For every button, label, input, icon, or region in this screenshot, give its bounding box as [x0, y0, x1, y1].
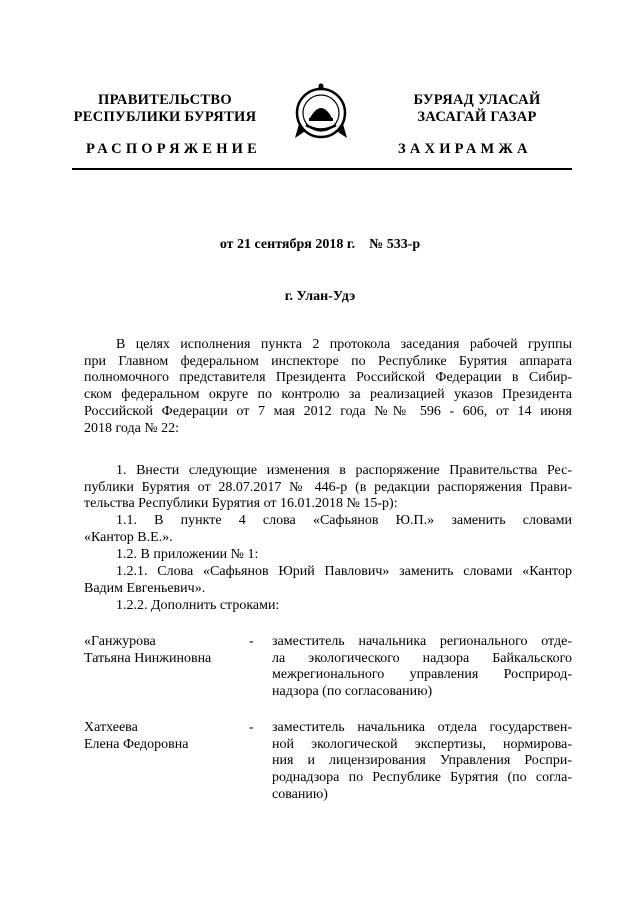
item-1-2-2: [84, 598, 572, 615]
item-1-1-line: «Кантор В.Е.».: [84, 529, 173, 545]
intro-line: ском федеральном округе по контролю за реализацией указов Президента: [84, 387, 572, 403]
entry-description: [272, 634, 572, 701]
entry-desc-line: заместитель начальника регионального отде-: [272, 634, 572, 649]
entry-desc-line: сованию): [272, 786, 328, 802]
issuer-bua: [372, 92, 582, 126]
city: г. Улан-Удэ: [284, 289, 356, 304]
item-1-line: тельства Республики Бурятия от 16.01.2018 № 15-р):: [84, 496, 398, 512]
item-1-2-1: [84, 564, 572, 597]
item-1: [84, 463, 572, 513]
entry-desc-line: ния и лицензирования Управления Роспри-: [272, 753, 572, 769]
item-1-line: 1. Внести следующие изменения в распоряжение Правительства Рес-: [116, 463, 572, 478]
entry-desc-line: ла экологического надзора Байкальского: [272, 650, 572, 666]
issuer-bua-line1: БУРЯАД УЛАСАЙ: [413, 92, 541, 108]
item-1-2-1-line: Вадим Евгеньевич».: [84, 580, 206, 596]
doc-type-bua: ЗАХИРАМЖА: [398, 141, 532, 157]
entry-desc-line: межрегионального управления Росприрод-: [272, 667, 572, 683]
intro-line: В целях исполнения пункта 2 протокола заседания рабочей группы: [116, 337, 572, 352]
intro-paragraph: [84, 337, 572, 437]
intro-line: полномочного представителя Президента Российской Федерации в Сибир-: [84, 370, 572, 386]
issuer-ru-line2: РЕСПУБЛИКИ БУРЯТИЯ: [73, 109, 257, 125]
item-1-line: публики Бурятия от 28.07.2017 № 446-р (в редакции распоряжения Прави-: [84, 479, 572, 495]
entry-dash: -: [249, 634, 254, 649]
entry-desc-line: роднадзора по Республике Бурятия (по согла-: [272, 770, 572, 786]
header-divider: [72, 168, 572, 170]
item-1-1: [84, 513, 572, 546]
entry-surname: Хатхеева: [84, 720, 138, 735]
item-1-1-line: 1.1. В пункте 4 слова «Сафьянов Ю.П.» заменить словами: [116, 513, 572, 528]
entry-desc-line: надзора (по согласованию): [272, 684, 433, 700]
issuer-ru: [60, 92, 270, 126]
entry-name: [84, 720, 244, 753]
intro-line: при Главном федеральном инспекторе по Республике Бурятия аппарата: [84, 353, 572, 369]
date-number: от 21 сентября 2018 г. № 533-р: [219, 237, 421, 252]
entry-given-names: Елена Федоровна: [84, 736, 189, 752]
entry-surname: «Ганжурова: [84, 634, 156, 649]
entry-given-names: Татьяна Нинжиновна: [84, 650, 212, 666]
doc-type-ru: РАСПОРЯЖЕНИЕ: [86, 141, 262, 157]
item-1-2-2-line: 1.2.2. Дополнить строками:: [116, 598, 280, 613]
issuer-ru-line1: ПРАВИТЕЛЬСТВО: [98, 92, 232, 108]
item-1-2-1-line: 1.2.1. Слова «Сафьянов Юрий Павлович» заменить словами «Кантор: [116, 564, 572, 579]
intro-line: Российской Федерации от 7 мая 2012 года №№ 596 - 606, от 14 июня: [84, 403, 572, 419]
item-1-2-line: 1.2. В приложении № 1:: [116, 547, 259, 562]
intro-line: 2018 года № 22:: [84, 420, 180, 436]
coat-of-arms-icon: [292, 80, 350, 142]
entry-name: [84, 634, 244, 667]
item-1-2: [84, 547, 572, 564]
entry-description: [272, 720, 572, 804]
entry-desc-line: заместитель начальника отдела государствен-: [272, 720, 572, 735]
entry-desc-line: ной экологической экспертизы, нормирова-: [272, 736, 572, 752]
issuer-bua-line2: ЗАСАГАЙ ГАЗАР: [417, 109, 537, 125]
entry-dash: -: [249, 720, 254, 735]
